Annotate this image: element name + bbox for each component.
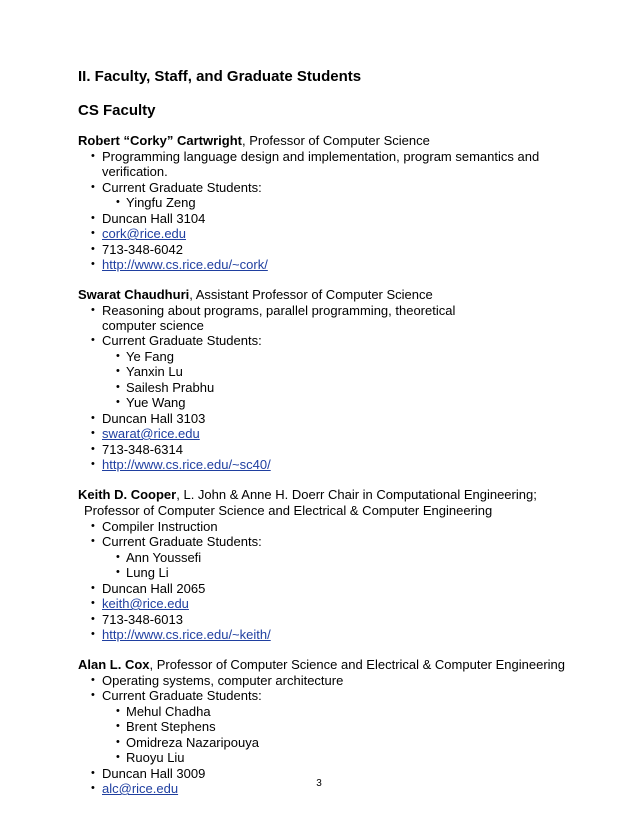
faculty-entry bbox=[78, 657, 598, 797]
research-item: • Programming language design and implementation, program semantics and verification. bbox=[78, 149, 598, 179]
student-item: • Ruoyu Liu bbox=[78, 750, 598, 765]
email-item bbox=[78, 596, 598, 611]
faculty-details bbox=[78, 149, 598, 195]
students-label: • Current Graduate Students: bbox=[78, 333, 598, 348]
email-item bbox=[78, 426, 598, 441]
faculty-name: Alan L. Cox bbox=[78, 656, 150, 672]
student-item: • Ann Youssefi bbox=[78, 550, 598, 565]
office-item: • Duncan Hall 3103 bbox=[78, 411, 598, 426]
student-item: • Lung Li bbox=[78, 565, 598, 580]
research-item: • Compiler Instruction bbox=[78, 519, 598, 534]
faculty-title-continued: Professor of Computer Science and Electrical & Computer Engineering bbox=[84, 502, 493, 518]
email-link[interactable]: alc@rice.edu bbox=[102, 781, 179, 796]
homepage-link[interactable]: http://www.cs.rice.edu/~cork/ bbox=[102, 257, 268, 272]
student-item: • Yingfu Zeng bbox=[78, 195, 598, 210]
faculty-name: Robert “Corky” Cartwright bbox=[78, 133, 242, 148]
student-list bbox=[78, 704, 598, 766]
subsection-title: CS Faculty bbox=[78, 102, 156, 119]
students-label: • Current Graduate Students: bbox=[78, 688, 598, 703]
url-item bbox=[78, 457, 598, 472]
contact-details bbox=[78, 581, 598, 643]
student-item: • Omidreza Nazaripouya bbox=[78, 735, 598, 750]
student-item: • Mehul Chadha bbox=[78, 704, 598, 719]
faculty-heading bbox=[78, 133, 598, 148]
url-item bbox=[78, 257, 598, 272]
student-item: • Ye Fang bbox=[78, 349, 598, 364]
faculty-list bbox=[78, 133, 598, 811]
students-label: • Current Graduate Students: bbox=[78, 534, 598, 549]
faculty-details bbox=[78, 519, 598, 550]
faculty-entry bbox=[78, 487, 598, 643]
section-title: II. Faculty, Staff, and Graduate Students bbox=[78, 68, 362, 85]
office-item: • Duncan Hall 3104 bbox=[78, 211, 598, 226]
student-item: • Yanxin Lu bbox=[78, 364, 598, 379]
phone-item: • 713-348-6042 bbox=[78, 242, 598, 257]
homepage-link[interactable]: http://www.cs.rice.edu/~keith/ bbox=[102, 627, 271, 642]
student-item: • Brent Stephens bbox=[78, 719, 598, 734]
office-item: • Duncan Hall 2065 bbox=[78, 581, 598, 596]
faculty-details bbox=[78, 673, 598, 704]
faculty-details bbox=[78, 303, 598, 349]
contact-details bbox=[78, 411, 598, 473]
students-label: • Current Graduate Students: bbox=[78, 180, 598, 195]
page-number: 3 bbox=[316, 778, 322, 789]
student-item: • Yue Wang bbox=[78, 395, 598, 410]
faculty-title: , Professor of Computer Science and Electrical & Computer Engineering bbox=[149, 656, 565, 672]
student-list bbox=[78, 550, 598, 581]
url-item bbox=[78, 627, 598, 642]
faculty-entry bbox=[78, 133, 598, 272]
research-item: • Reasoning about programs, parallel programming, theoretical computer science bbox=[78, 303, 598, 333]
homepage-link[interactable]: http://www.cs.rice.edu/~sc40/ bbox=[102, 457, 271, 472]
faculty-heading bbox=[78, 287, 598, 302]
faculty-title: , Assistant Professor of Computer Science bbox=[189, 286, 433, 302]
phone-item: • 713-348-6314 bbox=[78, 442, 598, 457]
office-item: • Duncan Hall 3009 bbox=[78, 766, 598, 781]
student-list bbox=[78, 349, 598, 411]
phone-item: • 713-348-6013 bbox=[78, 612, 598, 627]
email-link[interactable]: swarat@rice.edu bbox=[102, 426, 200, 441]
email-link[interactable]: keith@rice.edu bbox=[102, 596, 189, 611]
research-item: • Operating systems, computer architecture bbox=[78, 673, 598, 688]
faculty-name: Swarat Chaudhuri bbox=[78, 286, 190, 302]
faculty-name: Keith D. Cooper bbox=[78, 486, 177, 502]
email-link[interactable]: cork@rice.edu bbox=[102, 226, 187, 241]
student-list bbox=[78, 195, 598, 210]
faculty-heading bbox=[78, 657, 598, 672]
contact-details bbox=[78, 211, 598, 273]
student-item: • Sailesh Prabhu bbox=[78, 380, 598, 395]
faculty-title: , Professor of Computer Science bbox=[241, 133, 430, 148]
faculty-entry bbox=[78, 287, 598, 473]
email-item bbox=[78, 226, 598, 241]
faculty-heading bbox=[78, 487, 598, 502]
faculty-title: , L. John & Anne H. Doerr Chair in Computational Engineering; bbox=[176, 486, 537, 502]
